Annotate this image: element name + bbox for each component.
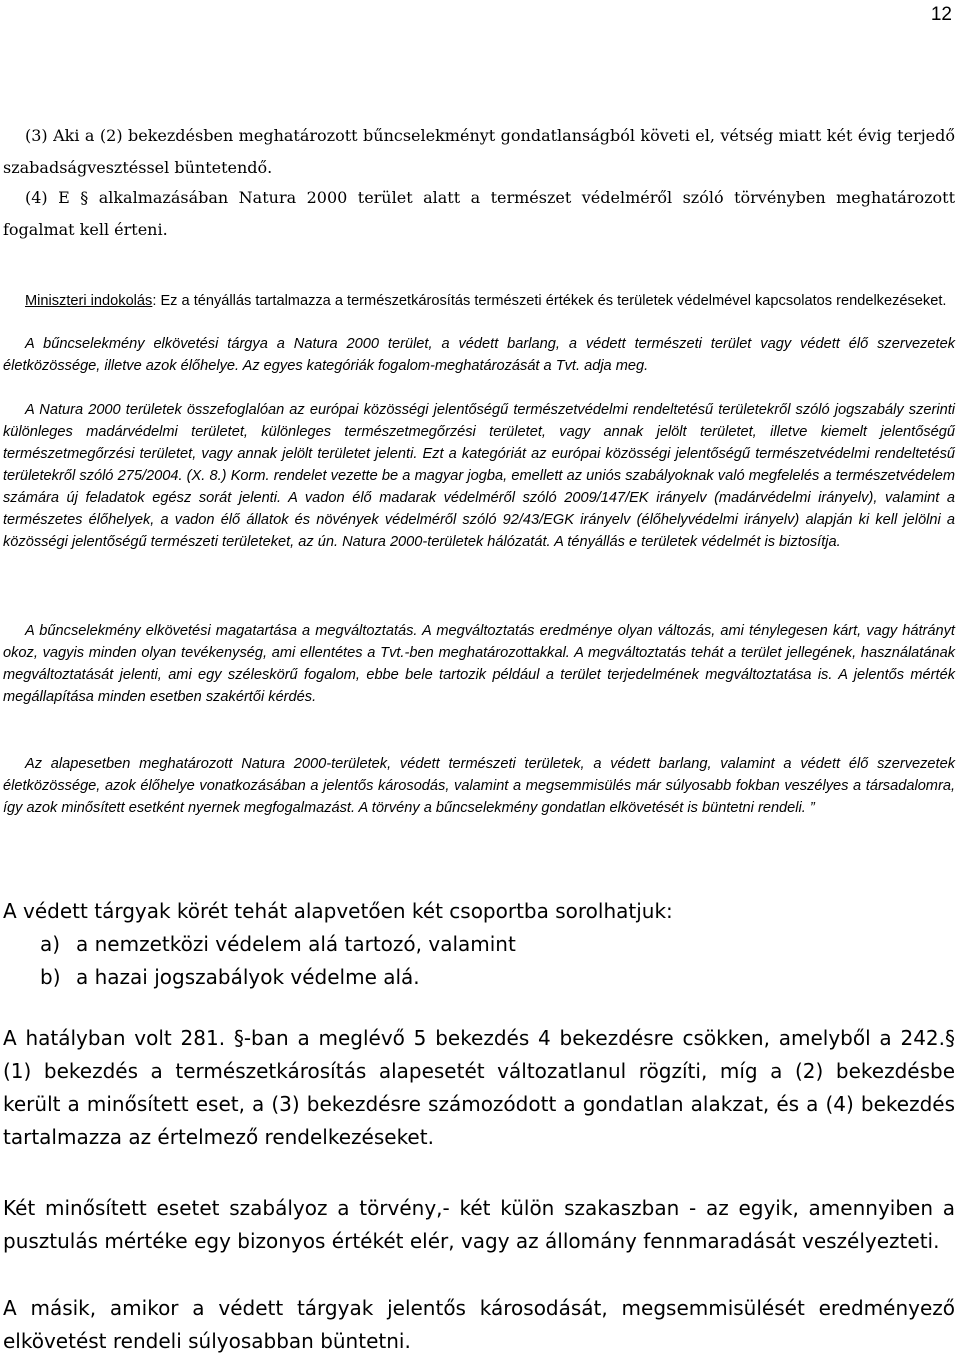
list-marker: a) — [40, 932, 61, 956]
list-marker: b) — [40, 965, 61, 989]
justification-paragraph-4: Az alapesetben meghatározott Natura 2000-területek, védett természeti területek, a védett barlang, valamint a védett élő szervezetek életközössége, azok élőhelye vonatkozásában a jelentős károsodás, valamint a megsemmisülés már súlyosabb fokban veszélyes a társadalomra, így azok minősített esetként nyernek megfogalmazást. A törvény a bűncselekmény gondatlan elkövetését is büntetni rendeli. ” — [3, 756, 955, 816]
justification-label: Miniszteri indokolás — [25, 293, 153, 309]
main-paragraph-1: A védett tárgyak körét tehát alapvetően két csoportba sorolhatjuk: — [3, 899, 673, 923]
list-item — [40, 961, 420, 994]
justification-text: Ez a tényállás tartalmazza a természetkárosítás természeti értékek és területek védelmével kapcsolatos rendelkezéseket. — [160, 293, 947, 309]
ministerial-justification — [3, 286, 955, 316]
paragraph-4: (4) E § alkalmazásában Natura 2000 terület alatt a természet védelméről szóló törvényben meghatározott fogalmat kell érteni. — [3, 188, 955, 239]
justification-paragraph-3: A bűncselekmény elkövetési magatartása a megváltoztatás. A megváltoztatás eredménye olyan változás, ami ténylegesen kárt, vagy hátrányt okoz, vagyis minden olyan tevékenység, ami ellentétes a Tvt.-ben meghatározottakkal. A megváltoztatás tehát a terület jellegének, használatának megváltoztatását jelenti, ami egy széleskörű fogalom, ebbe bele tartozik például a terület terjedelmének megváltoztatása is. A jelentős mérték megállapítása minden esetben szakértői kérdés. — [3, 623, 955, 705]
main-paragraph-3: Két minősített esetet szabályoz a törvény,- két külön szakaszban - az egyik, amennyiben a pusztulás mértéke egy bizonyos értékét elér, vagy az állomány fennmaradását veszélyezteti. — [3, 1196, 955, 1253]
list-item-text: a nemzetközi védelem alá tartozó, valamint — [76, 932, 516, 956]
list-item — [40, 928, 516, 961]
page-number: 12 — [930, 4, 952, 25]
main-paragraph-4: A másik, amikor a védett tárgyak jelentős károsodását, megsemmisülését eredményező elkövetést rendeli súlyosabban büntetni. — [3, 1296, 955, 1353]
justification-paragraph-1: A bűncselekmény elkövetési tárgya a Natura 2000 terület, a védett barlang, a védett természeti terület vagy védett élő szervezetek életközössége, illetve azok élőhelye. Az egyes kategóriák fogalom-meghatározását a Tvt. adja meg. — [3, 336, 955, 374]
main-paragraph-2: A hatályban volt 281. §-ban a meglévő 5 bekezdés 4 bekezdésre csökken, amelyből a 242.§ (1) bekezdés a természetkárosítás alapesetét változatlanul rögzíti, míg a (2) bekezdésbe került a minősített eset, a (3) bekezdésre számozódott a gondatlan alakzat, és a (4) bekezdés tartalmazza az értelmező rendelkezéseket. — [3, 1026, 955, 1149]
list-item-text: a hazai jogszabályok védelme alá. — [76, 965, 420, 989]
paragraph-3: (3) Aki a (2) bekezdésben meghatározott bűncselekményt gondatlanságból követi el, vétség miatt két évig terjedő szabadságvesztéssel büntetendő. — [3, 126, 955, 177]
justification-separator: : — [152, 293, 161, 309]
justification-paragraph-2: A Natura 2000 területek összefoglalóan az európai közösségi jelentőségű természetvédelmi rendeltetésű területekről szóló jogszabály szerinti különleges madárvédelmi területet, különleges természetmegőrzési területet, vagy annak jelölt területet, illetve kiemelt jelentőségű természetmegőrzési területet, vagy annak jelölt területet jelenti. Ezt a kategóriát az európai közösségi jelentőségű természetvédelmi rendeltetésű területekről szóló 275/2004. (X. 8.) Korm. rendelet vezette be a magyar jogba, emellett az uniós szabályoknak való megfelelés a természetvédelem számára új feladatok egész sorát jelenti. A vadon élő madarak védelméről szóló 2009/147/EK irányelv (madárvédelmi irányelv), valamint a természetes élőhelyek, a vadon élő állatok és növények védelméről szóló 92/43/EGK irányelv (élőhelyvédelmi irányelv) alapján ki kell jelölni a közösségi jelentőségű természeti területeket, az ún. Natura 2000-területek hálózatát. A tényállás e területek védelmét is biztosítja. — [3, 402, 955, 550]
